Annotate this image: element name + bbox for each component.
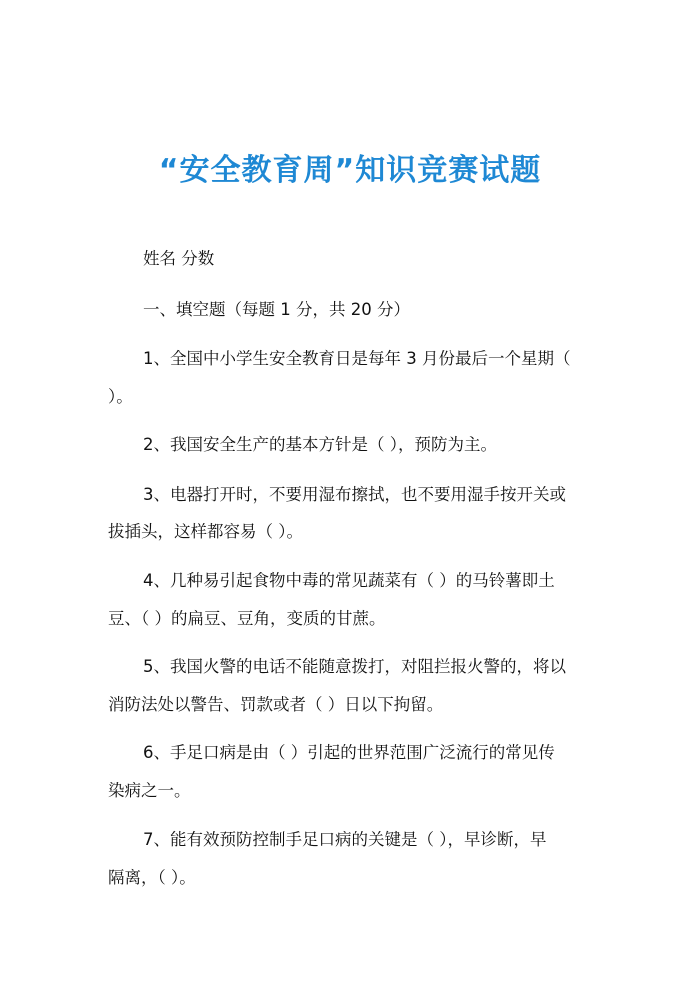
question-5-line-1: 5、我国火警的电话不能随意拨打，对阻拦报火警的，将以 (143, 657, 566, 676)
question-4-line-2: 豆、（ ）的扁豆、豆角，变质的甘蔗。 (108, 609, 386, 628)
question-1-line-1: 1、全国中小学生安全教育日是每年 3 月份最后一个星期（ (143, 349, 571, 368)
question-2-line-1: 2、我国安全生产的基本方针是（ ），预防为主。 (143, 435, 497, 454)
question-6-line-1: 6、手足口病是由（ ）引起的世界范围广泛流行的常见传 (143, 743, 555, 762)
question-5-line-2: 消防法处以警告、罚款或者（ ）日以下拘留。 (108, 695, 444, 714)
question-7-line-1: 7、能有效预防控制手足口病的关键是（ ），早诊断，早 (143, 830, 547, 849)
question-4-line-1: 4、几种易引起食物中毒的常见蔬菜有（ ）的马铃薯即土 (143, 571, 555, 590)
question-1-line-2: ）。 (108, 387, 133, 406)
section-heading: 一、填空题（每题 1 分，共 20 分） (143, 300, 410, 319)
question-3-line-1: 3、电器打开时，不要用湿布擦拭，也不要用湿手按开关或 (143, 485, 566, 504)
question-7-line-2: 隔离，（ ）。 (108, 868, 196, 887)
question-6-line-2: 染病之一。 (108, 781, 191, 800)
name-score-line: 姓名 分数 (143, 249, 215, 268)
question-3-line-2: 拔插头，这样都容易（ ）。 (108, 522, 303, 541)
page-title: “安全教育周”知识竞赛试题 (158, 153, 542, 188)
